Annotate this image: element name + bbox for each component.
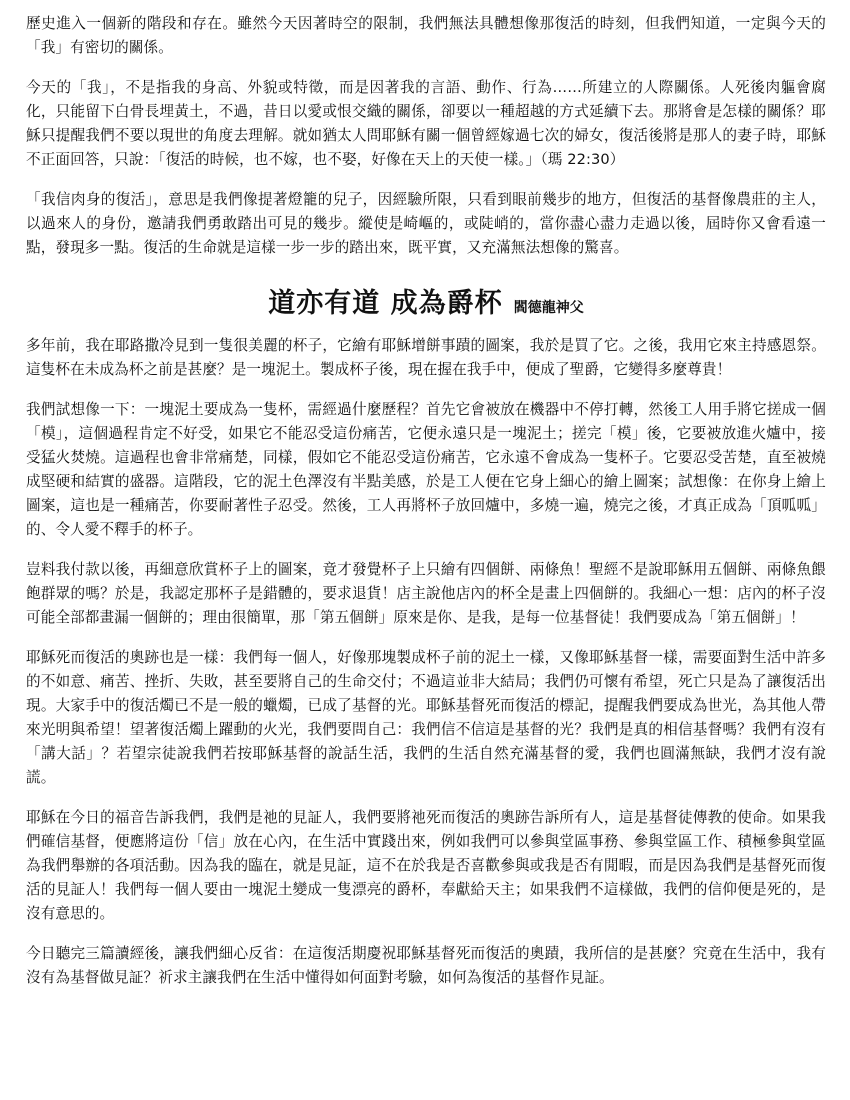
article-paragraph-3: 豈料我付款以後，再細意欣賞杯子上的圖案，竟才發覺杯子上只繪有四個餅、兩條魚！聖經不是說耶穌用五個餅、兩條魚餵飽群眾的嗎？於是，我認定那杯子是錯體的，要求退貨！店主說他店內的杯全是畫上四個餅的。我細心一想：店內的杯子沒可能全部都畫漏一個餅的；理由很簡單，那「第五個餅」原來是你、是我，是每一位基督徒！我們要成為「第五個餅」！ — [26, 561, 826, 626]
document-page — [26, 12, 826, 1006]
intro-paragraph-3: 「我信肉身的復活」，意思是我們像提著燈籠的兒子，因經驗所限，只看到眼前幾步的地方，但復活的基督像農莊的主人，以過來人的身份，邀請我們勇敢踏出可見的幾步。縱使是崎嶇的，或陡峭的，當你盡心盡力走過以後，屆時你又會看遠一點，發現多一點。復活的生命就是這樣一步一步的踏出來，既平實，又充滿無法想像的驚喜。 — [26, 191, 826, 256]
article-paragraph-6: 今日聽完三篇讀經後，讓我們細心反省：在這復活期慶祝耶穌基督死而復活的奧蹟，我所信的是甚麼？究竟在生活中，我有沒有為基督做見証？祈求主讓我們在生活中懂得如何面對考驗，如何為復活的基督作見証。 — [26, 945, 826, 986]
article-paragraph-1: 多年前，我在耶路撒冷見到一隻很美麗的杯子，它繪有耶穌增餅事蹟的圖案，我於是買了它。之後，我用它來主持感恩祭。這隻杯在未成為杯之前是甚麼？是一塊泥土。製成杯子後，現在握在我手中，便成了聖爵，它變得多麼尊貴！ — [26, 337, 826, 378]
article-author: 閻德龍神父 — [513, 300, 584, 316]
article-title: 道亦有道 成為爵杯 — [268, 288, 503, 319]
intro-paragraph-2: 今天的「我」，不是指我的身高、外貌或特徵，而是因著我的言語、動作、行為……所建立的人際關係。人死後肉軀會腐化，只能留下白骨長埋黃土，不過，昔日以愛或恨交織的關係，卻要以一種超越的方式延續下去。那將會是怎樣的關係？耶穌只提醒我們不要以現世的角度去理解。就如猶太人問耶穌有關一個曾經嫁過七次的婦女，復活後將是那人的妻子時，耶穌不正面回答，只說：「復活的時候，也不嫁，也不娶，好像在天上的天使一樣。」（瑪 22:30） — [26, 79, 826, 168]
article-paragraph-5: 耶穌在今日的福音告訴我們，我們是祂的見証人，我們要將祂死而復活的奧跡告訴所有人，這是基督徒傳教的使命。如果我們確信基督，便應將這份「信」放在心內，在生活中實踐出來，例如我們可以參與堂區事務、參與堂區工作、積極參與堂區為我們舉辦的各項活動。因為我的臨在，就是見証，這不在於我是否喜歡參與或我是否有閒暇，而是因為我們是基督死而復活的見証人！我們每一個人要由一塊泥土變成一隻漂亮的爵杯，奉獻給天主；如果我們不這樣做，我們的信仰便是死的，是沒有意思的。 — [26, 809, 826, 922]
article-paragraph-4: 耶穌死而復活的奧跡也是一樣：我們每一個人，好像那塊製成杯子前的泥土一樣，又像耶穌基督一樣，需要面對生活中許多的不如意、痛苦、挫折、失敗，甚至要將自己的生命交付；不過這並非大結局；我們仍可懷有希望，死亡只是為了讓復活出現。大家手中的復活燭已不是一般的蠟燭，已成了基督的光。耶穌基督死而復活的標記，提醒我們要成為世光，為其他人帶來光明與希望！望著復活燭上躍動的火光，我們要問自己：我們信不信這是基督的光？我們是真的相信基督嗎？我們有沒有「講大話」？若望宗徒說我們若按耶穌基督的說話生活，我們的生活自然充滿基督的愛，我們也圓滿無缺，我們才沒有說謊。 — [26, 649, 826, 786]
intro-paragraph-1: 歷史進入一個新的階段和存在。雖然今天因著時空的限制，我們無法具體想像那復活的時刻，但我們知道，一定與今天的「我」有密切的關係。 — [26, 15, 826, 56]
article-heading — [26, 284, 826, 328]
article-paragraph-2: 我們試想像一下：一塊泥土要成為一隻杯，需經過什麼歷程？首先它會被放在機器中不停打轉，然後工人用手將它搓成一個「模」，這個過程肯定不好受，如果它不能忍受這份痛苦，它便永遠只是一塊泥土；搓完「模」後，它要被放進火爐中，接受猛火焚燒。這過程也會非常痛楚，同樣，假如它不能忍受這份痛苦，它永遠不會成為一隻杯子。它要忍受苦楚，直至被燒成堅硬和結實的盛器。這階段，它的泥土色澤沒有半點美感，於是工人便在它身上細心的繪上圖案；試想像：在你身上繪上圖案，這也是一種痛苦，你要耐著性子忍受。然後，工人再將杯子放回爐中，多燒一遍，燒完之後，才真正成為「頂呱呱」的、令人愛不釋手的杯子。 — [26, 401, 826, 538]
